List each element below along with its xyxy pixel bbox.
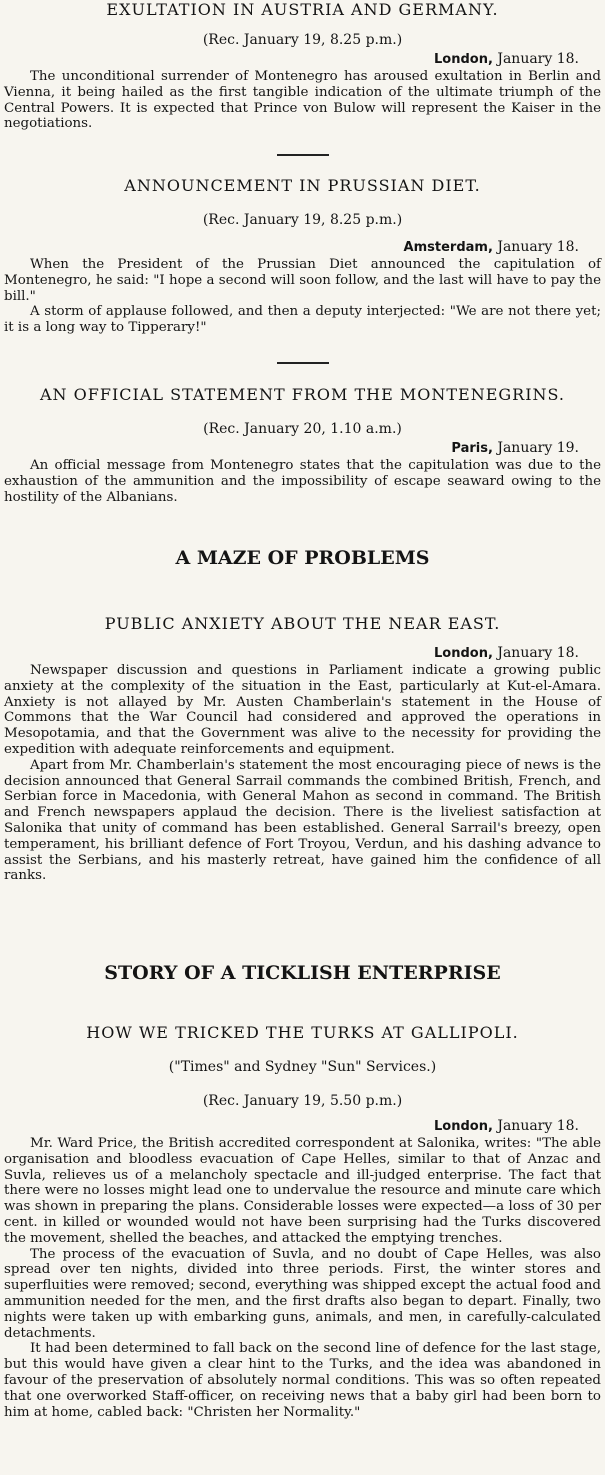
received-line: (Rec. January 19, 8.25 p.m.) — [202, 32, 403, 48]
dateline-place: Paris, — [451, 441, 493, 456]
dateline — [4, 644, 601, 663]
headline: STORY OF A TICKLISH ENTERPRISE — [104, 962, 501, 984]
article-maze-of-problems — [4, 548, 601, 884]
article-prussian-diet — [4, 176, 601, 336]
paragraph: An official message from Montenegro states that the capitulation was due to the exhaustion of the ammunition and the impossibility of escape seaward owing to the hostility of the Albanians. — [4, 458, 601, 505]
paragraph: When the President of the Prussian Diet announced the capitulation of Montenegro, he said: "I hope a second will soon follow, and the last will have to pay the bill." — [4, 257, 601, 304]
paragraph: A storm of applause followed, and then a deputy interjected: "We are not there yet; it is a long way to Tipperary!" — [4, 304, 601, 336]
paragraph: The process of the evacuation of Suvla, and no doubt of Cape Helles, was also spread over ten nights, divided into three periods. First, the winter stores and superfluities were removed; second, everything was shipped except the actual food and ammunition needed for the men, and the first drafts also began to depart. Finally, two nights were taken up with embarking guns, animals, and men, in carefully-calculated detachments. — [4, 1246, 601, 1341]
paragraph: Mr. Ward Price, the British accredited correspondent at Salonika, writes: "The able organisation and bloodless evacuation of Cape Helles, similar to that of Anzac and Suvla, relieves us of a melancholy spectacle and ill-judged enterprise. The fact that there were no losses might lead one to undervalue the resource and minute care which was shown in preparing the plans. Considerable losses were expected—a loss of 30 per cent. in killed or wounded would not have been surprising had the Turks discovered the movement, shelled the beaches, and attacked the emptying trenches. — [4, 1136, 601, 1246]
paragraph: It had been determined to fall back on the second line of defence for the last stage, but this would have given a clear hint to the Turks, and the idea was abandoned in favour of the preservation of absolutely normal conditions. This was so often repeated that one overworked Staff-officer, on receiving news that a baby girl had been born to him at home, cabled back: "Christen her Normality." — [4, 1341, 601, 1420]
article-ticklish-enterprise — [4, 963, 601, 1420]
dateline — [4, 439, 601, 458]
headline: ANNOUNCEMENT IN PRUSSIAN DIET. — [124, 176, 481, 195]
dateline-date: January 18. — [497, 1118, 579, 1134]
dateline-date: January 18. — [497, 51, 579, 67]
article-body — [4, 663, 601, 884]
received-line: (Rec. January 20, 1.10 a.m.) — [203, 421, 402, 437]
article-body — [4, 458, 601, 505]
dateline-place: London, — [433, 52, 493, 67]
paragraph: The unconditional surrender of Montenegro has aroused exultation in Berlin and Vienna, it being hailed as the first tangible indication of the ultimate triumph of the Central Powers. It is expected that Prince von Bulow will represent the Kaiser in the negotiations. — [4, 69, 601, 132]
dateline-place: Amsterdam, — [403, 240, 493, 255]
received-line: (Rec. January 19, 8.25 p.m.) — [202, 212, 403, 228]
paragraph: Newspaper discussion and questions in Parliament indicate a growing public anxiety at the complexity of the situation in the East, particularly at Kut-el-Amara. Anxiety is not allayed by Mr. Austen Chamberlain's statement in the House of Commons that the War Council had considered and approved the operations in Mesopotamia, and that the Government was alive to the necessity for providing the expedition with adequate reinforcements and equipment. — [4, 663, 601, 757]
dateline — [4, 238, 601, 257]
headline: EXULTATION IN AUSTRIA AND GERMANY. — [106, 0, 499, 19]
article-exultation — [4, 0, 601, 132]
dateline-date: January 19. — [497, 440, 579, 456]
section-divider — [4, 154, 601, 156]
article-body — [4, 69, 601, 132]
headline: AN OFFICIAL STATEMENT FROM THE MONTENEGRINS. — [40, 385, 565, 404]
article-body — [4, 1136, 601, 1420]
dateline-date: January 18. — [497, 239, 579, 255]
subheadline: PUBLIC ANXIETY ABOUT THE NEAR EAST. — [104, 614, 501, 633]
dateline-place: London, — [433, 646, 493, 661]
dateline-place: London, — [433, 1119, 493, 1134]
subheadline: HOW WE TRICKED THE TURKS AT GALLIPOLI. — [86, 1023, 519, 1042]
dateline — [4, 50, 601, 69]
headline: A MAZE OF PROBLEMS — [175, 547, 430, 569]
section-divider — [4, 362, 601, 364]
services-line: ("Times" and Sydney "Sun" Services.) — [168, 1059, 437, 1075]
received-line: (Rec. January 19, 5.50 p.m.) — [202, 1093, 403, 1109]
dateline — [4, 1117, 601, 1136]
dateline-date: January 18. — [497, 645, 579, 661]
paragraph: Apart from Mr. Chamberlain's statement the most encouraging piece of news is the decision announced that General Sarrail commands the combined British, French, and Serbian force in Macedonia, with General Mahon as second in command. The British and French newspapers applaud the decision. There is the liveliest satisfaction at Salonika that unity of command has been established. General Sarrail's breezy, open temperament, his brilliant defence of Fort Troyou, Verdun, and his dashing advance to assist the Serbians, and his masterly retreat, have gained him the confidence of all ranks. — [4, 757, 601, 884]
article-body — [4, 257, 601, 336]
article-montenegrins — [4, 385, 601, 505]
